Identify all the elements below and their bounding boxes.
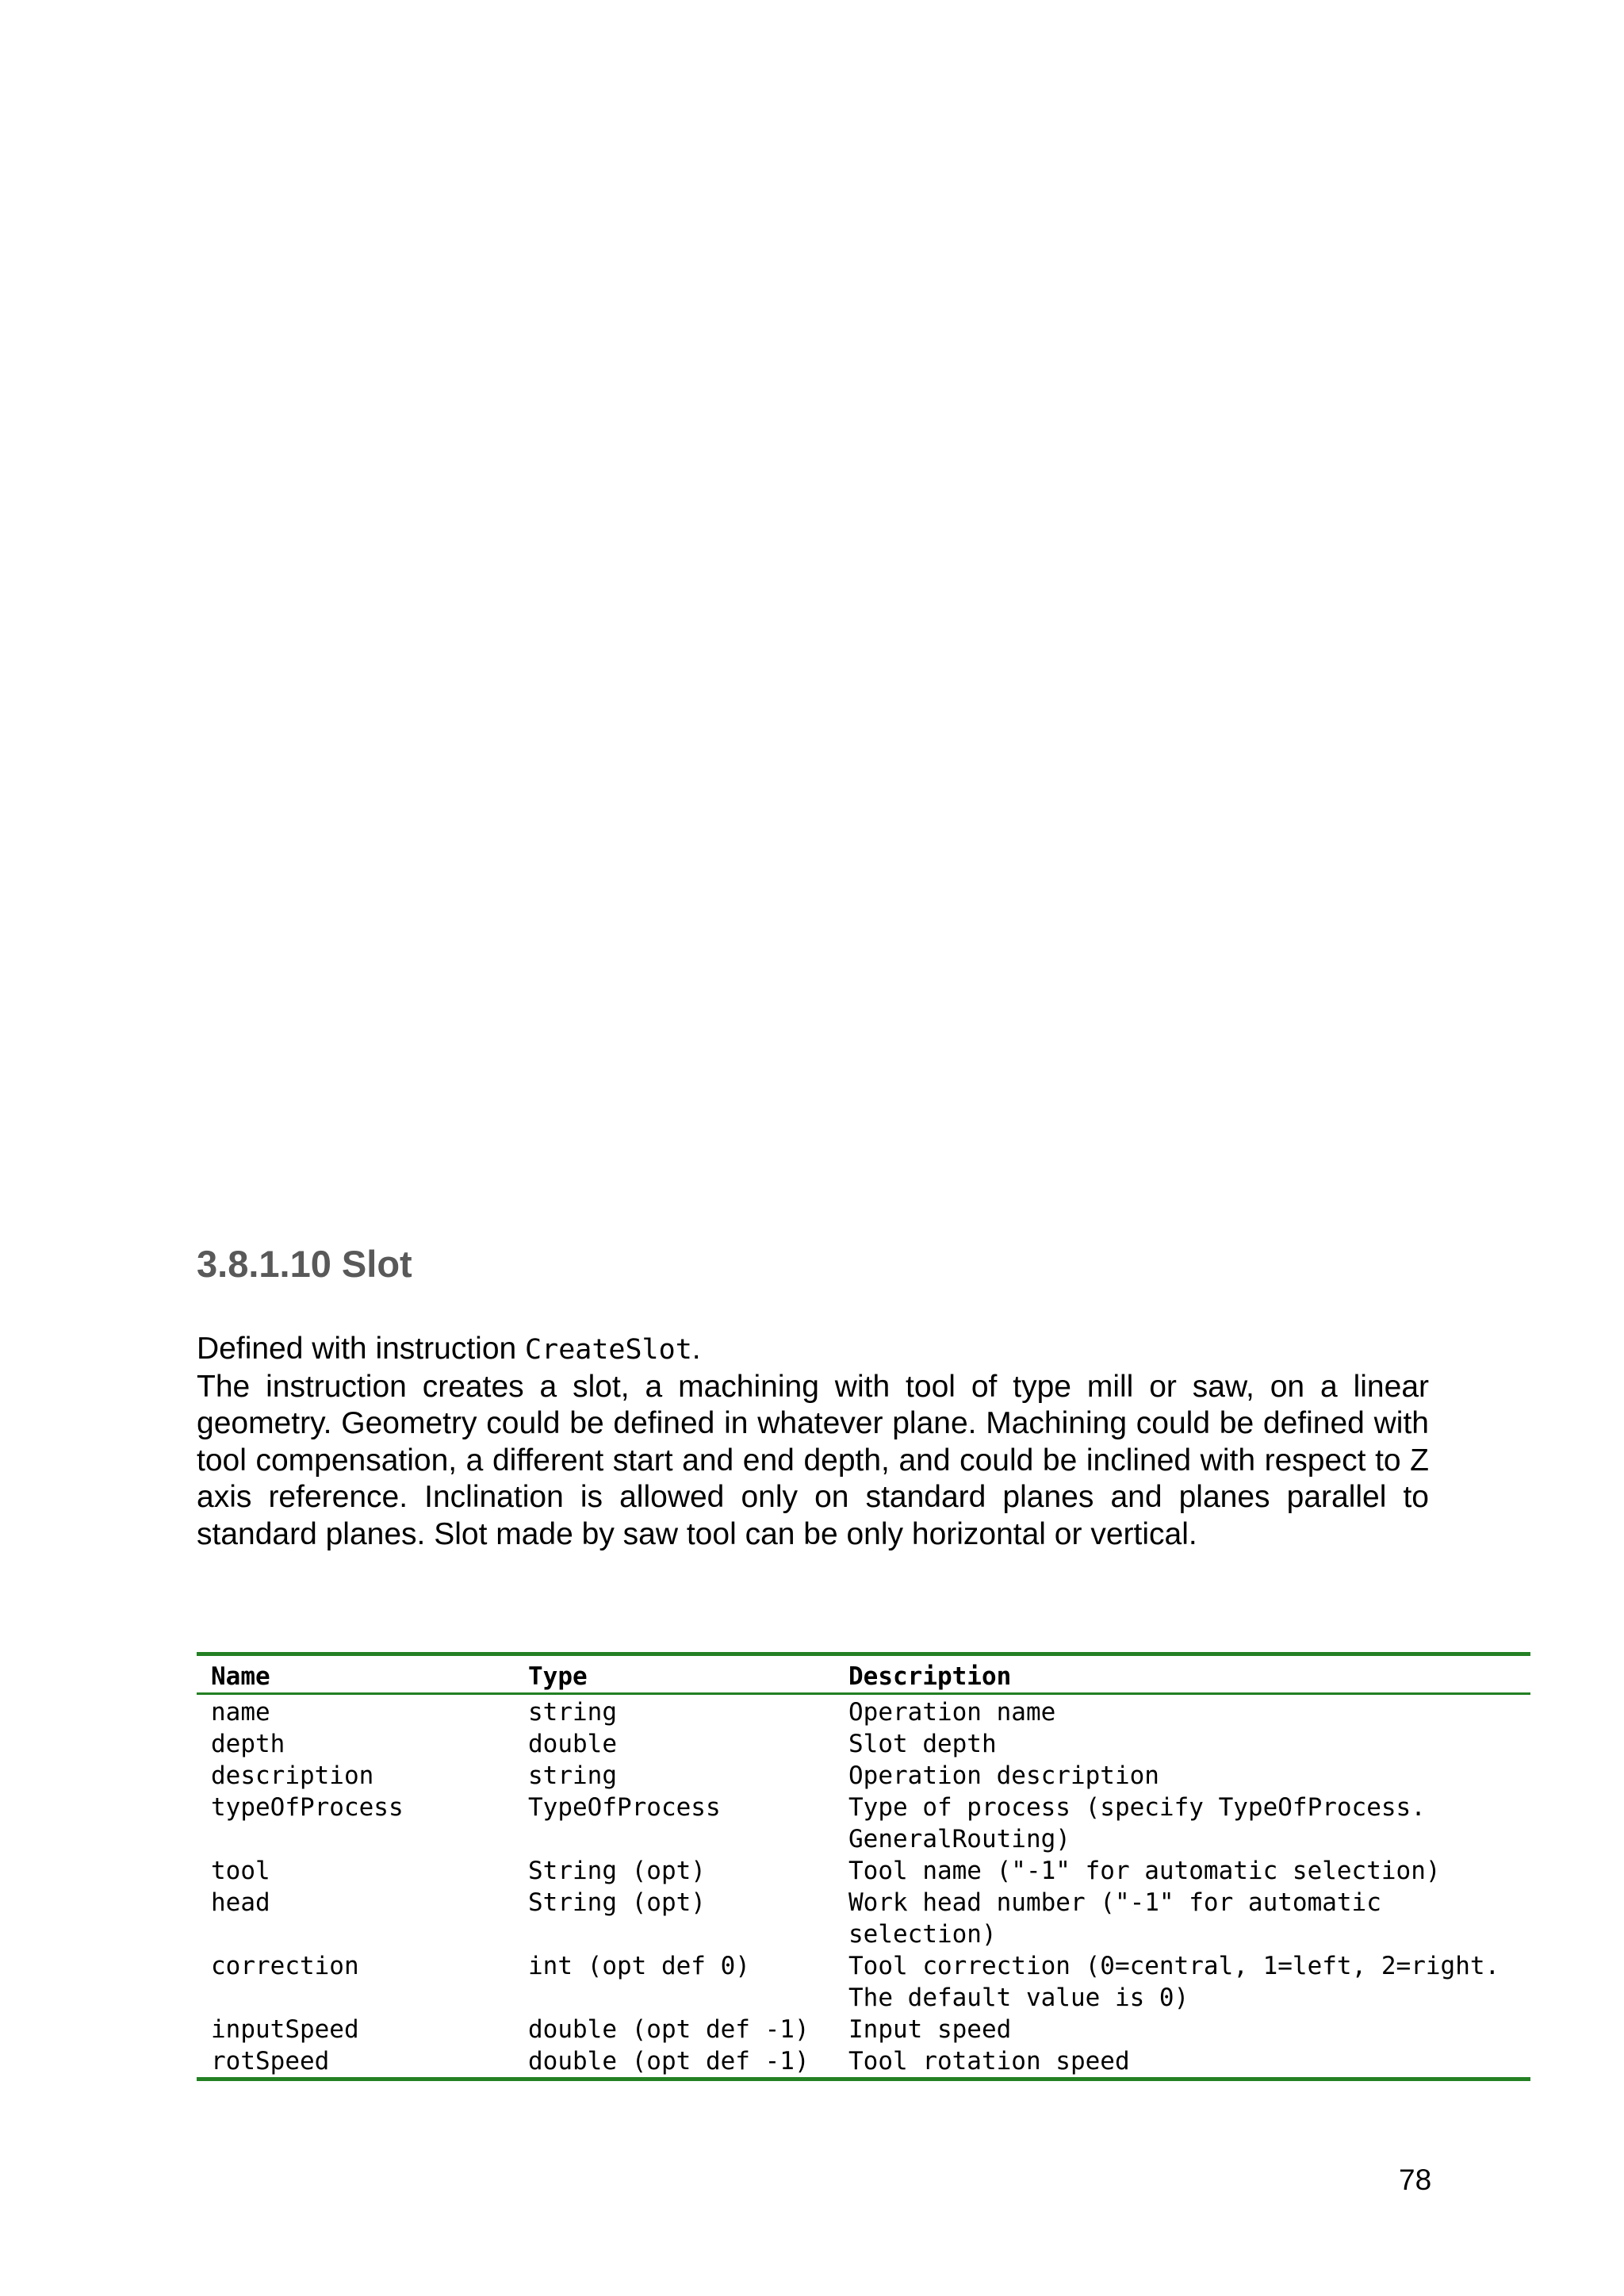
param-name: tool: [211, 1857, 270, 1885]
param-description: Operation name: [848, 1698, 1056, 1727]
description-text: The instruction creates a slot, a machining with tool of type mill or saw, on a linear geometry. Geometry could be defined in whatever plane. Machining could be defined with tool compensation, a different start and end depth, and could be inclined with respect to Z axis reference. Inclination is allowed only on standard planes and planes parallel to standard planes. Slot made by saw tool can be only horizontal or vertical.: [197, 1369, 1429, 1551]
param-type: double: [528, 1730, 617, 1758]
param-type: string: [528, 1698, 617, 1727]
param-type: string: [528, 1761, 617, 1790]
intro-paragraph: [197, 1331, 1429, 1553]
param-description: Tool name ("-1" for automatic selection): [848, 1857, 1441, 1885]
param-name: depth: [211, 1730, 285, 1758]
table-header-row: [197, 1654, 1530, 1694]
table-row: [197, 1855, 1530, 1887]
param-name: head: [211, 1888, 270, 1917]
param-name: inputSpeed: [211, 2015, 359, 2044]
table-row: [197, 1792, 1530, 1855]
page-number: 78: [1399, 2164, 1432, 2196]
param-type: String (opt): [528, 1888, 706, 1917]
param-type: double (opt def -1): [528, 2015, 810, 2044]
param-name: description: [211, 1761, 374, 1790]
instruction-code: CreateSlot: [525, 1334, 692, 1366]
param-description: Type of process (specify TypeOfProcess. GeneralRouting): [848, 1793, 1426, 1853]
param-description: Slot depth: [848, 1730, 997, 1758]
parameters-table: [197, 1652, 1530, 2081]
definition-suffix: .: [691, 1332, 701, 1366]
param-type: int (opt def 0): [528, 1952, 750, 1980]
header-description: Description: [834, 1654, 1530, 1694]
table-row: [197, 1950, 1530, 2014]
param-name: name: [211, 1698, 270, 1727]
definition-prefix: Defined with instruction: [197, 1332, 526, 1366]
param-type: TypeOfProcess: [528, 1793, 721, 1822]
param-name: rotSpeed: [197, 2045, 514, 2079]
header-type: Type: [514, 1654, 834, 1694]
param-description: Tool correction (0=central, 1=left, 2=right. The default value is 0): [848, 1952, 1500, 2012]
param-description: Tool rotation speed: [834, 2045, 1530, 2079]
param-description: Input speed: [848, 2015, 1012, 2044]
table-row: [197, 1760, 1530, 1792]
param-type: String (opt): [528, 1857, 706, 1885]
table-row: [197, 1694, 1530, 1729]
header-name: Name: [197, 1654, 514, 1694]
param-name: typeOfProcess: [211, 1793, 404, 1822]
section-heading: 3.8.1.10 Slot: [197, 1243, 412, 1285]
param-description: Operation description: [848, 1761, 1159, 1790]
param-description: Work head number ("-1" for automatic selection): [848, 1888, 1381, 1949]
param-type: double (opt def -1): [514, 2045, 834, 2079]
definition-line: [197, 1331, 1429, 1369]
table-row: [197, 1728, 1530, 1760]
table-row: [197, 2045, 1530, 2079]
table-row: [197, 1887, 1530, 1950]
table-row: [197, 2014, 1530, 2045]
param-name: correction: [211, 1952, 359, 1980]
